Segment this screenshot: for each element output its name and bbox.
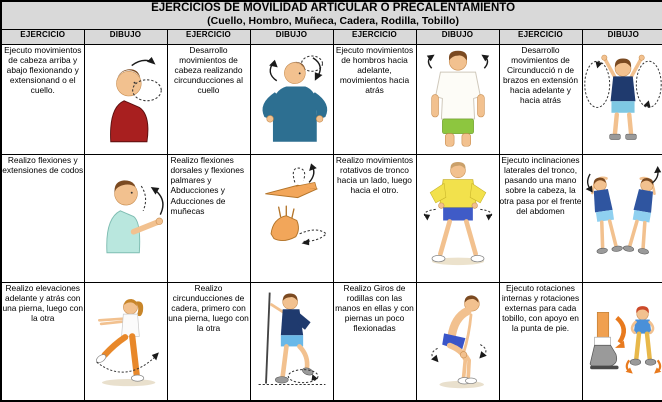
exercise-cell: Realizo movimientos rotativos de tronco hacia un lado, luego hacia el otro. (333, 155, 416, 283)
exercise-cell: Realizo circunducciones de cadera, primero con una pierna, luego con la otra (167, 282, 250, 401)
knee-rotation-drawing (419, 283, 497, 395)
column-header-dibujo: DIBUJO (84, 29, 167, 44)
neck-flexion-extension-drawing (86, 45, 166, 147)
trunk-rotation-drawing (419, 155, 497, 273)
ankle-rotation-drawing (583, 283, 662, 395)
arm-circumduction-drawing (583, 45, 662, 145)
drawing-cell (582, 282, 662, 401)
leg-elevation-drawing (86, 283, 166, 395)
column-header-ejercicio: EJERCICIO (167, 29, 250, 44)
trunk-lateral-incline-drawing (583, 155, 662, 273)
column-header-dibujo: DIBUJO (250, 29, 333, 44)
drawing-cell (416, 282, 499, 401)
drawing-cell (84, 155, 167, 283)
neck-circumduction-drawing (252, 45, 332, 147)
column-header-ejercicio: EJERCICIO (1, 29, 84, 44)
exercise-cell: Desarrollo movimientos de Circunducció n de brazos en extensión hacia adelante y hacia atrás (499, 44, 582, 155)
drawing-cell (582, 155, 662, 283)
exercise-cell: Realizo Giros de rodillas con las manos en ellas y con piernas un poco flexionadas (333, 282, 416, 401)
drawing-cell (416, 155, 499, 283)
exercise-cell: Ejecuto rotaciones internas y rotaciones externas para cada tobillo, con apoyo en la punta de pie. (499, 282, 582, 401)
shoulder-forward-backward-drawing (419, 45, 497, 149)
column-header-dibujo: DIBUJO (582, 29, 662, 44)
page-title: EJERCICIOS DE MOVILIDAD ARTICULAR O PRECALENTAMIENTO (151, 2, 516, 14)
exercise-cell: Desarrollo movimientos de cabeza realizando circunducciones al cuello (167, 44, 250, 155)
exercise-cell: Realizo flexiones y extensiones de codos (1, 155, 84, 283)
elbow-flexion-extension-drawing (86, 155, 166, 259)
hip-circumduction-drawing (253, 283, 331, 395)
exercise-cell: Ejecuto movimientos de hombros hacia adelante, movimientos hacia atrás (333, 44, 416, 155)
column-header-dibujo: DIBUJO (416, 29, 499, 44)
column-header-ejercicio: EJERCICIO (333, 29, 416, 44)
drawing-cell (582, 44, 662, 155)
exercise-cell: Ejecuto movimientos de cabeza arriba y abajo flexionando y extensionand o el cuello. (1, 44, 84, 155)
drawing-cell (84, 44, 167, 155)
drawing-cell (250, 155, 333, 283)
exercise-cell: Ejecuto inclinaciones laterales del tronco, pasando una mano sobre la cabeza, la otra pasa por el frente del abdomen (499, 155, 582, 283)
drawing-cell (250, 44, 333, 155)
drawing-cell (84, 282, 167, 401)
page-subtitle: (Cuello, Hombro, Muñeca, Cadera, Rodilla, Tobillo) (207, 15, 459, 28)
wrist-flexion-abduction-drawing (252, 155, 332, 265)
exercise-cell: Realizo elevaciones adelante y atrás con una pierna, luego con la otra (1, 282, 84, 401)
table-title-cell (1, 1, 662, 29)
column-header-ejercicio: EJERCICIO (499, 29, 582, 44)
drawing-cell (416, 44, 499, 155)
drawing-cell (250, 282, 333, 401)
exercise-cell: Realizo flexiones dorsales y flexiones palmares y Abducciones y Aducciones de muñecas (167, 155, 250, 283)
